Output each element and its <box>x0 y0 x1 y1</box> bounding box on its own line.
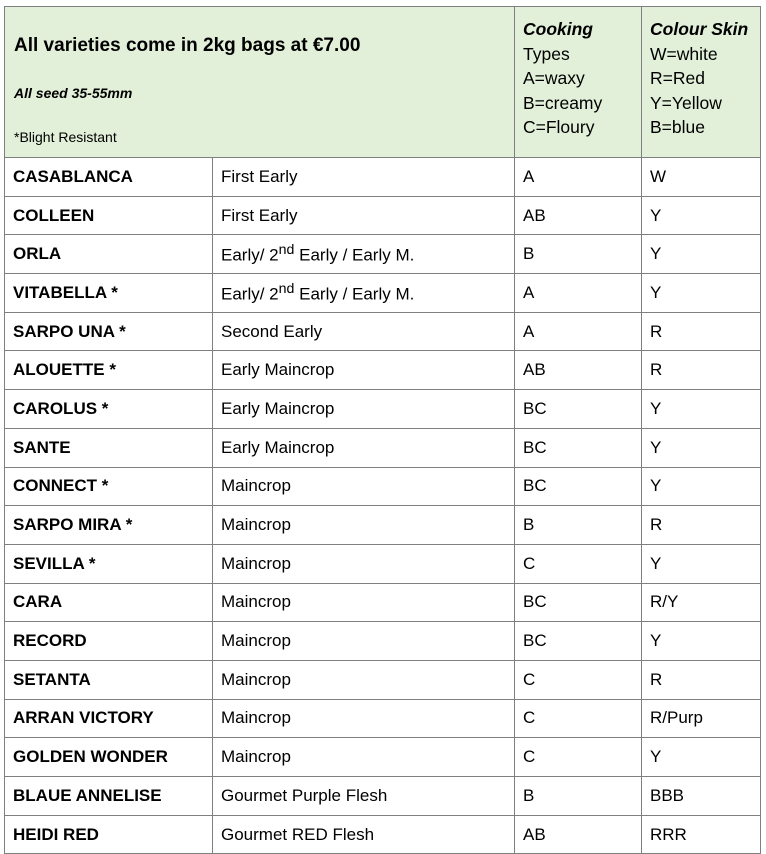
seed-size-note: All seed 35-55mm <box>14 85 133 101</box>
variety-name: SEVILLA * <box>5 544 213 583</box>
header-row <box>5 7 761 158</box>
variety-name: SANTE <box>5 428 213 467</box>
colour-skin-legend <box>642 7 761 158</box>
season-cell: Maincrop <box>213 699 515 738</box>
cooking-heading: Cooking <box>523 19 593 39</box>
cooking-type-cell: A <box>515 158 642 197</box>
table-row <box>5 196 761 235</box>
season-cell: First Early <box>213 158 515 197</box>
colour-heading: Colour Skin <box>650 19 749 39</box>
skin-colour-cell: BBB <box>642 777 761 816</box>
season-ordinal: nd <box>278 281 295 298</box>
variety-name: RECORD <box>5 622 213 661</box>
cooking-type-cell: BC <box>515 622 642 661</box>
season-cell <box>213 235 515 274</box>
skin-colour-cell: R <box>642 312 761 351</box>
season-cell: Maincrop <box>213 660 515 699</box>
cooking-type-cell: B <box>515 235 642 274</box>
season-cell <box>213 274 515 313</box>
variety-name: ALOUETTE * <box>5 351 213 390</box>
skin-colour-cell: R/Purp <box>642 699 761 738</box>
cooking-legend-line: A=waxy <box>523 68 585 89</box>
colour-legend-line: B=blue <box>650 117 705 138</box>
skin-colour-cell: Y <box>642 738 761 777</box>
variety-name: ORLA <box>5 235 213 274</box>
season-cell: Maincrop <box>213 544 515 583</box>
cooking-type-cell: C <box>515 660 642 699</box>
variety-name: GOLDEN WONDER <box>5 738 213 777</box>
colour-legend-line: W=white <box>650 43 718 64</box>
table-row <box>5 158 761 197</box>
skin-colour-cell: Y <box>642 390 761 429</box>
season-cell: Maincrop <box>213 506 515 545</box>
cooking-type-cell: BC <box>515 583 642 622</box>
header-info-cell <box>5 7 515 158</box>
season-text: Early/ 2 <box>221 246 279 266</box>
season-cell: Early Maincrop <box>213 351 515 390</box>
table-row <box>5 274 761 313</box>
cooking-type-cell: BC <box>515 390 642 429</box>
colour-legend-line: Y=Yellow <box>650 92 722 113</box>
season-text: Early / Early M. <box>294 284 415 304</box>
table-row <box>5 506 761 545</box>
skin-colour-cell: Y <box>642 467 761 506</box>
table-row <box>5 467 761 506</box>
table-row <box>5 351 761 390</box>
skin-colour-cell: RRR <box>642 815 761 854</box>
cooking-type-cell: C <box>515 738 642 777</box>
cooking-legend-line: Types <box>523 43 570 64</box>
skin-colour-cell: Y <box>642 428 761 467</box>
table-row <box>5 699 761 738</box>
skin-colour-cell: Y <box>642 544 761 583</box>
season-text: Early / Early M. <box>294 246 415 266</box>
variety-name: HEIDI RED <box>5 815 213 854</box>
variety-name: CARA <box>5 583 213 622</box>
season-cell: Gourmet Purple Flesh <box>213 777 515 816</box>
skin-colour-cell: R <box>642 660 761 699</box>
season-cell: Second Early <box>213 312 515 351</box>
season-cell: Gourmet RED Flesh <box>213 815 515 854</box>
variety-name: BLAUE ANNELISE <box>5 777 213 816</box>
blight-resistant-note: *Blight Resistant <box>14 129 117 145</box>
variety-name: COLLEEN <box>5 196 213 235</box>
table-row <box>5 660 761 699</box>
cooking-type-cell: BC <box>515 428 642 467</box>
table-row <box>5 235 761 274</box>
table-row <box>5 622 761 661</box>
cooking-type-cell: C <box>515 699 642 738</box>
table-row <box>5 390 761 429</box>
table-row <box>5 544 761 583</box>
season-cell: Maincrop <box>213 467 515 506</box>
variety-name: CONNECT * <box>5 467 213 506</box>
season-cell: Early Maincrop <box>213 390 515 429</box>
skin-colour-cell: R <box>642 506 761 545</box>
cooking-types-legend <box>515 7 642 158</box>
season-cell: Early Maincrop <box>213 428 515 467</box>
skin-colour-cell: Y <box>642 622 761 661</box>
cooking-legend-line: B=creamy <box>523 92 603 113</box>
table-row <box>5 738 761 777</box>
cooking-type-cell: BC <box>515 467 642 506</box>
variety-name: SETANTA <box>5 660 213 699</box>
variety-name: SARPO UNA * <box>5 312 213 351</box>
variety-name: ARRAN VICTORY <box>5 699 213 738</box>
skin-colour-cell: Y <box>642 235 761 274</box>
variety-name: CASABLANCA <box>5 158 213 197</box>
season-cell: Maincrop <box>213 738 515 777</box>
variety-name: VITABELLA * <box>5 274 213 313</box>
table-row <box>5 312 761 351</box>
cooking-type-cell: C <box>515 544 642 583</box>
cooking-type-cell: A <box>515 312 642 351</box>
table-row <box>5 428 761 467</box>
variety-name: SARPO MIRA * <box>5 506 213 545</box>
cooking-type-cell: AB <box>515 351 642 390</box>
table-row <box>5 777 761 816</box>
skin-colour-cell: Y <box>642 196 761 235</box>
variety-name: CAROLUS * <box>5 390 213 429</box>
season-cell: Maincrop <box>213 583 515 622</box>
table-row <box>5 583 761 622</box>
skin-colour-cell: R <box>642 351 761 390</box>
colour-legend-line: R=Red <box>650 68 705 89</box>
potato-varieties-table <box>4 6 761 854</box>
cooking-type-cell: AB <box>515 196 642 235</box>
season-ordinal: nd <box>278 242 295 259</box>
skin-colour-cell: W <box>642 158 761 197</box>
page-title: All varieties come in 2kg bags at €7.00 <box>14 35 361 56</box>
season-cell: First Early <box>213 196 515 235</box>
cooking-type-cell: B <box>515 777 642 816</box>
season-text: Early/ 2 <box>221 284 279 304</box>
season-cell: Maincrop <box>213 622 515 661</box>
cooking-legend-line: C=Floury <box>523 117 595 138</box>
skin-colour-cell: Y <box>642 274 761 313</box>
table-row <box>5 815 761 854</box>
cooking-type-cell: B <box>515 506 642 545</box>
skin-colour-cell: R/Y <box>642 583 761 622</box>
cooking-type-cell: A <box>515 274 642 313</box>
cooking-type-cell: AB <box>515 815 642 854</box>
